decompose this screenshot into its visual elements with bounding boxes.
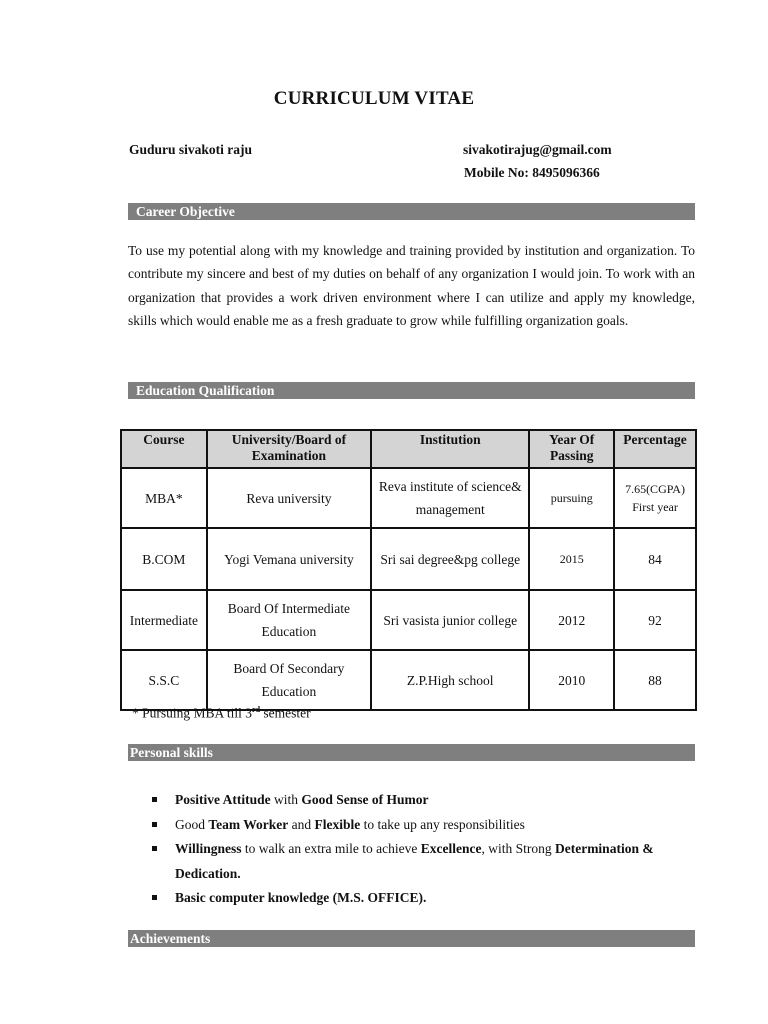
cell-percentage: 84 — [614, 528, 696, 590]
skill-keyword: Willingness — [175, 841, 242, 856]
career-objective-text: To use my potential along with my knowledge and training provided by institution and organization. To contribute my sincere and best of my duties on behalf of any organization I would join. To work with an organization that provides a work driven environment where I can utilize and apply my knowledge, skills which would enable me as a fresh graduate to grow while fulfilling organization goals. — [128, 243, 695, 328]
page-title — [0, 88, 768, 110]
footnote-text: * Pursuing MBA till 3 — [132, 705, 253, 721]
skill-text — [175, 890, 426, 905]
table-row — [121, 650, 696, 710]
skill-keyword: Good Sense of Humor — [301, 792, 429, 807]
bullet-icon — [152, 822, 157, 827]
header-year: Year Of Passing — [529, 430, 614, 468]
skill-item — [150, 837, 690, 886]
header-university: University/Board of Examination — [207, 430, 371, 468]
table-row — [121, 468, 696, 528]
skill-keyword: Basic computer knowledge (M.S. OFFICE). — [175, 890, 427, 905]
cell-institution: Sri vasista junior college — [371, 590, 529, 650]
skill-text-run: to take up any responsibilities — [360, 816, 525, 832]
cell-percentage — [614, 468, 696, 528]
skill-text-run: , with Strong — [481, 841, 555, 856]
candidate-name: Guduru sivakoti raju — [129, 142, 253, 157]
cell-university: Yogi Vemana university — [207, 528, 371, 590]
education-footnote — [132, 705, 311, 722]
cell-course: Intermediate — [121, 590, 207, 650]
footnote-superscript: rd — [252, 705, 261, 714]
skill-text — [175, 841, 654, 881]
cell-university: Board Of Intermediate Education — [207, 590, 371, 650]
cell-year: 2012 — [529, 590, 614, 650]
cell-institution: Reva institute of science& management — [371, 468, 529, 528]
education-table — [120, 429, 697, 711]
skill-text — [175, 817, 525, 832]
footnote-tail: semester — [260, 705, 311, 721]
skill-keyword: Positive Attitude — [175, 792, 271, 807]
cell-percentage: 92 — [614, 590, 696, 650]
skill-text-run: Good — [175, 816, 209, 832]
header-percentage: Percentage — [614, 430, 696, 468]
skill-keyword: Team Worker — [208, 816, 289, 832]
section-bar-personal-skills: Personal skills — [128, 744, 695, 761]
header-course: Course — [121, 430, 207, 468]
candidate-email: sivakotirajug@gmail.com — [463, 142, 612, 157]
candidate-mobile: Mobile No: 8495096366 — [464, 165, 600, 180]
cell-course: B.COM — [121, 528, 207, 590]
bullet-icon — [152, 846, 157, 851]
cell-percentage: 88 — [614, 650, 696, 710]
cell-institution: Z.P.High school — [371, 650, 529, 710]
page-title-text: CURRICULUM VITAE — [273, 88, 475, 109]
header-institution: Institution — [371, 430, 529, 468]
section-bar-education: Education Qualification — [128, 382, 695, 399]
section-bar-achievements: Achievements — [128, 930, 695, 947]
cell-year: 2015 — [529, 528, 614, 590]
section-bar-career-objective: Career Objective — [128, 203, 695, 220]
skill-text-run: to walk an extra mile to achieve — [241, 841, 421, 856]
skill-text-run: and — [288, 816, 315, 832]
cell-course: MBA* — [121, 468, 207, 528]
bullet-icon — [152, 895, 157, 900]
percentage-note: First year — [632, 500, 678, 514]
table-header-row — [121, 430, 696, 468]
skill-item — [150, 788, 690, 813]
table-row — [121, 528, 696, 590]
skill-keyword: Determination & Dedication. — [175, 841, 654, 881]
percentage-value: 7.65(CGPA) — [625, 482, 685, 496]
cell-year: 2010 — [529, 650, 614, 710]
skill-item — [150, 886, 690, 911]
skill-text-run: with — [270, 792, 302, 807]
skills-list — [150, 788, 690, 911]
skill-keyword: Excellence — [420, 841, 482, 856]
bullet-icon — [152, 797, 157, 802]
table-row — [121, 590, 696, 650]
cell-university: Reva university — [207, 468, 371, 528]
skill-text — [175, 792, 429, 807]
cell-year: pursuing — [529, 468, 614, 528]
cell-institution: Sri sai degree&pg college — [371, 528, 529, 590]
skill-item — [150, 813, 690, 838]
cell-course: S.S.C — [121, 650, 207, 710]
cell-university: Board Of Secondary Education — [207, 650, 371, 710]
skill-keyword: Flexible — [314, 816, 361, 832]
